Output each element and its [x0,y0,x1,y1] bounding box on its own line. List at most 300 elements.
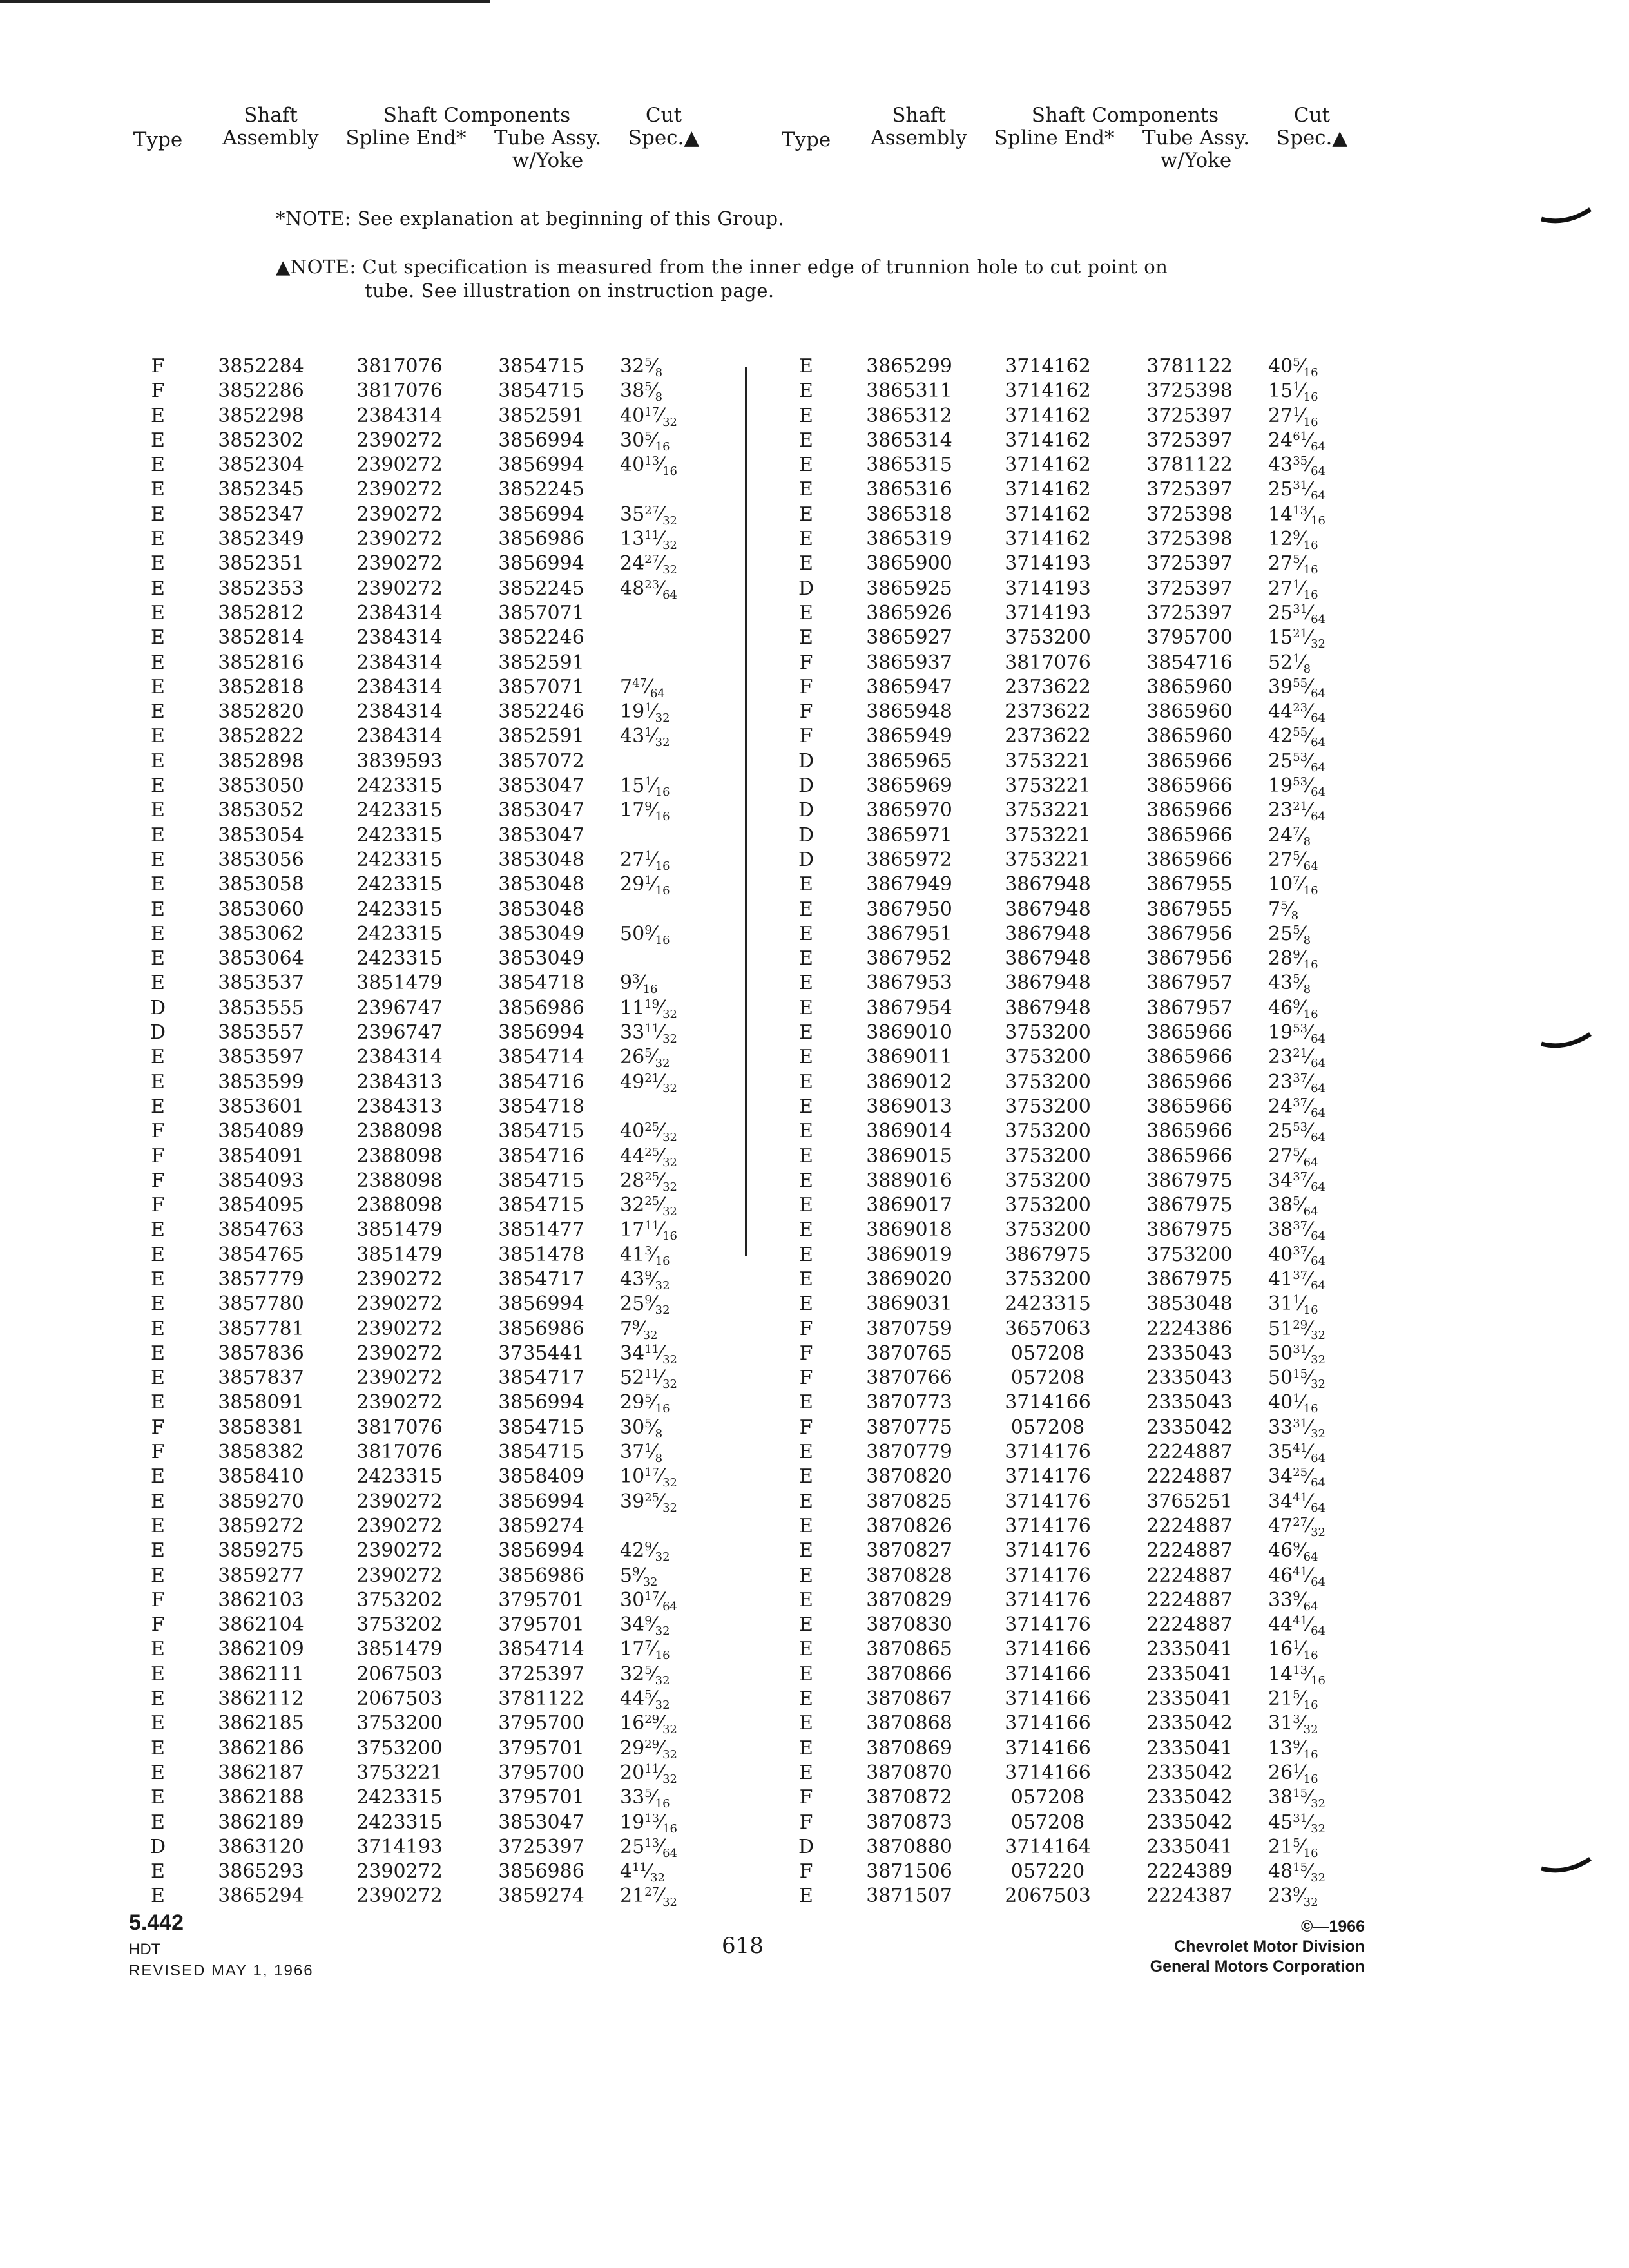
assembly-cell: 3852898 [218,749,304,773]
spline-end-cell: 2384314 [356,626,443,649]
col-header-type-right: Type [781,128,831,151]
spline-end-cell: 2067503 [1005,1885,1091,1908]
col-header-components: Shaft Components [383,104,571,127]
type-cell: E [151,1267,165,1291]
left-parts-table [122,354,717,1909]
table-row [122,1243,717,1267]
assembly-cell: 3867951 [866,922,952,945]
cut-spec-cell: $29^5⁄_{16}$ [620,1391,670,1416]
assembly-cell: 3852822 [218,725,304,748]
spline-end-cell: 2390272 [356,1885,443,1908]
top-rule [0,0,490,3]
cut-spec-cell: $46^{41}⁄_{64}$ [1268,1564,1326,1589]
tube-assy-cell: 3853047 [498,823,584,847]
spline-end-cell: 3753221 [1005,799,1091,822]
tube-assy-cell: 2335042 [1146,1811,1233,1834]
assembly-cell: 3862187 [218,1761,304,1784]
tube-assy-cell: 3854718 [498,1095,584,1118]
spline-end-cell: 2067503 [356,1662,443,1686]
table-row [771,1218,1365,1242]
tube-assy-cell: 3725397 [1146,577,1233,600]
tube-assy-cell: 3781122 [1146,454,1233,477]
assembly-cell: 3865293 [218,1860,304,1883]
tube-assy-cell: 3781122 [1146,355,1233,378]
cut-spec-cell: $27^1⁄_{16}$ [1268,404,1318,429]
table-row [771,1835,1365,1860]
type-cell: E [151,1465,165,1488]
assembly-cell: 3852818 [218,675,304,698]
type-cell: E [151,577,165,600]
table-row [771,1761,1365,1785]
cut-spec-cell: $24^{37}⁄_{64}$ [1268,1095,1326,1120]
series-label: HDT [129,1941,161,1958]
spline-end-cell: 3851479 [356,972,443,995]
type-cell: E [799,1070,813,1093]
type-cell: D [798,749,815,773]
cut-spec-cell: $49^{21}⁄_{32}$ [620,1070,678,1095]
tube-assy-cell: 3857071 [498,675,584,698]
table-row [122,1761,717,1785]
assembly-cell: 3870826 [866,1514,952,1537]
spline-end-cell: 3817076 [356,380,443,403]
assembly-cell: 3865314 [866,428,952,452]
type-cell: E [151,1736,165,1760]
table-row [771,1366,1365,1390]
type-cell: E [151,873,165,896]
cut-spec-cell: $25^{31}⁄_{64}$ [1268,601,1326,626]
cut-spec-cell: $15^1⁄_{16}$ [620,774,670,800]
cut-spec-cell: $40^{13}⁄_{16}$ [620,454,678,479]
cut-spec-cell: $34^{25}⁄_{64}$ [1268,1465,1326,1490]
spline-end-cell: 2390272 [356,1860,443,1883]
spline-end-cell: 3753200 [1005,1070,1091,1093]
cut-spec-cell: $27^1⁄_{16}$ [620,848,670,873]
spline-end-cell: 3753200 [1005,1194,1091,1217]
table-row [771,1169,1365,1193]
spline-end-cell: 2384314 [356,1046,443,1069]
assembly-cell: 3870865 [866,1638,952,1661]
type-cell: E [799,1046,813,1069]
tube-assy-cell: 3852246 [498,700,584,724]
tube-assy-cell: 2224887 [1146,1465,1233,1488]
cut-spec-cell: $41^3⁄_{16}$ [620,1243,670,1268]
table-row [122,1711,717,1736]
table-row [122,1687,717,1711]
type-cell: E [151,898,165,921]
tube-assy-cell: 2335042 [1146,1712,1233,1735]
type-cell: E [151,1885,165,1908]
type-cell: D [798,577,815,600]
assembly-cell: 3870867 [866,1687,952,1711]
cut-spec-cell: $20^{11}⁄_{32}$ [620,1761,678,1786]
assembly-cell: 3865319 [866,528,952,551]
type-cell: E [151,823,165,847]
tube-assy-cell: 3865966 [1146,749,1233,773]
spline-end-cell: 3714162 [1005,404,1091,427]
cut-spec-cell: $23^{21}⁄_{64}$ [1268,799,1326,824]
tube-assy-cell: 2335041 [1146,1835,1233,1858]
spline-end-cell: 3839593 [356,749,443,773]
cut-spec-cell: $31^3⁄_{32}$ [1268,1712,1318,1737]
table-row [122,626,717,650]
cut-spec-cell: $14^{13}⁄_{16}$ [1268,1662,1326,1687]
assembly-cell: 3865972 [866,848,952,871]
assembly-cell: 3859270 [218,1490,304,1513]
assembly-cell: 3852816 [218,651,304,674]
tube-assy-cell: 2224887 [1146,1514,1233,1537]
binder-mark-icon [1540,1031,1592,1057]
spline-end-cell: 2390272 [356,1367,443,1390]
assembly-cell: 3853064 [218,947,304,970]
col-header-tube: Tube Assy. w/Yoke [494,126,602,172]
cut-spec-cell: $34^{37}⁄_{64}$ [1268,1169,1326,1194]
type-cell: F [151,1613,165,1637]
table-row [771,675,1365,700]
type-cell: E [151,1539,165,1562]
cut-spec-cell: $30^5⁄_{16}$ [620,428,670,454]
table-row [771,1267,1365,1292]
tube-assy-cell: 2335041 [1146,1736,1233,1760]
assembly-cell: 3865900 [866,552,952,575]
type-cell: E [799,1267,813,1291]
spline-end-cell: 3753202 [356,1588,443,1611]
assembly-cell: 3859272 [218,1514,304,1537]
table-row [771,700,1365,724]
spline-end-cell: 2390272 [356,1539,443,1562]
assembly-cell: 3854095 [218,1194,304,1217]
table-row [771,1070,1365,1095]
table-row [771,1095,1365,1119]
tube-assy-cell: 3851478 [498,1243,584,1266]
tube-assy-cell: 3856994 [498,552,584,575]
table-row [771,1711,1365,1736]
assembly-cell: 3853050 [218,774,304,798]
table-row [122,898,717,922]
tube-assy-cell: 3867975 [1146,1169,1233,1192]
spline-end-cell: 2067503 [356,1687,443,1711]
table-row [122,601,717,626]
spline-end-cell: 3714176 [1005,1539,1091,1562]
type-cell: D [798,799,815,822]
tube-assy-cell: 3865966 [1146,1144,1233,1168]
assembly-cell: 3865937 [866,651,952,674]
tube-assy-cell: 3781122 [498,1687,584,1711]
assembly-cell: 3865315 [866,454,952,477]
assembly-cell: 3853062 [218,922,304,945]
cut-spec-cell: $35^{27}⁄_{32}$ [620,503,678,528]
table-row [771,971,1365,995]
table-row [771,1613,1365,1637]
type-cell: E [799,1120,813,1143]
spline-end-cell: 057208 [1010,1341,1085,1365]
assembly-cell: 3870870 [866,1761,952,1784]
spline-end-cell: 3714164 [1005,1835,1091,1858]
table-row [771,552,1365,576]
assembly-cell: 3870775 [866,1416,952,1439]
type-cell: D [149,1021,166,1044]
tube-assy-cell: 3725397 [498,1835,584,1858]
tube-assy-cell: 3725398 [1146,528,1233,551]
cut-spec-cell: $26^1⁄_{16}$ [1268,1761,1318,1786]
type-cell: E [799,1638,813,1661]
assembly-cell: 3865969 [866,774,952,798]
type-cell: F [799,1341,813,1365]
assembly-cell: 3865926 [866,601,952,624]
tube-assy-cell: 3725397 [1146,428,1233,452]
tube-assy-cell: 3867956 [1146,922,1233,945]
spline-end-cell: 3714162 [1005,380,1091,403]
table-row [122,1811,717,1835]
spline-end-cell: 057220 [1010,1860,1085,1883]
tube-assy-cell: 3856986 [498,996,584,1019]
type-cell: E [799,1490,813,1513]
type-cell: E [799,996,813,1019]
type-cell: E [799,1391,813,1414]
spline-end-cell: 3753200 [1005,1218,1091,1242]
cut-spec-cell: $15^{21}⁄_{32}$ [1268,626,1326,651]
spline-end-cell: 2423315 [356,823,443,847]
type-cell: E [799,528,813,551]
assembly-cell: 3867952 [866,947,952,970]
type-cell: E [799,1218,813,1242]
table-row [122,1613,717,1637]
col-header-spline-right: Spline End* [994,126,1115,149]
tube-assy-cell: 3867955 [1146,898,1233,921]
type-cell: E [799,1539,813,1562]
cut-spec-cell: $25^{53}⁄_{64}$ [1268,749,1326,774]
type-cell: E [799,1662,813,1686]
table-row [771,404,1365,428]
table-row [122,1390,717,1415]
tube-assy-cell: 2335041 [1146,1638,1233,1661]
tube-assy-cell: 3854717 [498,1267,584,1291]
spline-end-cell: 2388098 [356,1169,443,1192]
tube-assy-cell: 3854714 [498,1046,584,1069]
page-number: 618 [722,1933,764,1959]
assembly-cell: 3865925 [866,577,952,600]
table-row [771,1490,1365,1514]
type-cell: D [798,774,815,798]
type-cell: E [799,1144,813,1168]
cut-spec-cell: $19^1⁄_{32}$ [620,700,670,726]
type-cell: F [151,1441,165,1464]
type-cell: E [151,626,165,649]
tube-assy-cell: 3853049 [498,922,584,945]
right-parts-table [771,354,1365,1909]
type-cell: E [151,947,165,970]
table-row [771,527,1365,552]
table-row [122,700,717,724]
cut-spec-cell: $13^{11}⁄_{32}$ [620,528,678,553]
spline-end-cell: 2390272 [356,454,443,477]
spline-end-cell: 3753221 [1005,774,1091,798]
type-cell: E [799,552,813,575]
assembly-cell: 3871507 [866,1885,952,1908]
spline-end-cell: 2390272 [356,1564,443,1587]
type-cell: F [151,1144,165,1168]
table-row [122,872,717,897]
spline-end-cell: 2423315 [356,1786,443,1809]
type-cell: E [151,503,165,526]
cut-spec-cell: $46^9⁄_{64}$ [1268,1539,1318,1564]
spline-end-cell: 3714176 [1005,1588,1091,1611]
spline-end-cell: 2423315 [356,1465,443,1488]
spline-end-cell: 3867948 [1005,898,1091,921]
spline-end-cell: 3753221 [1005,749,1091,773]
type-cell: F [799,1860,813,1883]
table-row [122,379,717,403]
tube-assy-cell: 3852246 [498,626,584,649]
division-name: Chevrolet Motor Division [1174,1937,1365,1956]
spline-end-cell: 2390272 [356,1317,443,1340]
tube-assy-cell: 3853048 [1146,1293,1233,1316]
cut-spec-cell: $7^9⁄_{32}$ [620,1317,658,1342]
cut-spec-cell: $17^{11}⁄_{16}$ [620,1218,678,1244]
cut-spec-cell: $30^5⁄_8$ [620,1416,663,1441]
assembly-cell: 3889016 [866,1169,952,1192]
type-cell: F [151,355,165,378]
assembly-cell: 3852820 [218,700,304,724]
table-row [771,1045,1365,1070]
cut-spec-cell: $21^5⁄_{16}$ [1268,1835,1318,1860]
cut-spec-cell: $38^{37}⁄_{64}$ [1268,1218,1326,1244]
spline-end-cell: 3753200 [1005,1120,1091,1143]
cut-spec-cell: $34^{11}⁄_{32}$ [620,1341,678,1367]
assembly-cell: 3858091 [218,1391,304,1414]
tube-assy-cell: 3854715 [498,1441,584,1464]
tube-assy-cell: 3856986 [498,1564,584,1587]
spline-end-cell: 2390272 [356,428,443,452]
table-row [771,1588,1365,1613]
tube-assy-cell: 3795701 [498,1613,584,1637]
assembly-cell: 3870873 [866,1811,952,1834]
assembly-cell: 3853537 [218,972,304,995]
assembly-cell: 3854093 [218,1169,304,1192]
tube-assy-cell: 3865966 [1146,1095,1233,1118]
cut-spec-cell: $33^9⁄_{64}$ [1268,1588,1318,1613]
spline-end-cell: 057208 [1010,1367,1085,1390]
spline-end-cell: 3714176 [1005,1465,1091,1488]
cut-spec-cell: $24^7⁄_8$ [1268,823,1311,849]
type-cell: E [799,1465,813,1488]
spline-end-cell: 2388098 [356,1144,443,1168]
assembly-cell: 3857837 [218,1367,304,1390]
type-cell: E [799,428,813,452]
type-cell: E [151,1564,165,1587]
tube-assy-cell: 3856994 [498,1021,584,1044]
type-cell: F [799,700,813,724]
assembly-cell: 3853060 [218,898,304,921]
type-cell: D [798,1835,815,1858]
assembly-cell: 3865971 [866,823,952,847]
cut-spec-cell: $43^9⁄_{32}$ [620,1267,670,1293]
tube-assy-cell: 2224887 [1146,1613,1233,1637]
spline-end-cell: 2423315 [356,774,443,798]
type-cell: F [799,1367,813,1390]
tube-assy-cell: 3852245 [498,478,584,501]
type-cell: E [151,1317,165,1340]
assembly-cell: 3869015 [866,1144,952,1168]
spline-end-cell: 3753202 [356,1613,443,1637]
type-cell: E [799,1441,813,1464]
table-row [122,404,717,428]
spline-end-cell: 3753200 [1005,626,1091,649]
tube-assy-cell: 3853047 [498,799,584,822]
assembly-cell: 3853054 [218,823,304,847]
table-row [122,1070,717,1095]
table-row [771,1317,1365,1341]
assembly-cell: 3870773 [866,1391,952,1414]
table-row [122,947,717,971]
cut-spec-cell: $32^{25}⁄_{32}$ [620,1194,678,1219]
tube-assy-cell: 2224387 [1146,1885,1233,1908]
assembly-cell: 3865965 [866,749,952,773]
tube-assy-cell: 3725397 [1146,478,1233,501]
spline-end-cell: 3753200 [1005,1095,1091,1118]
cut-spec-cell: $21^{27}⁄_{32}$ [620,1885,678,1910]
table-row [771,749,1365,774]
cut-spec-cell: $47^{27}⁄_{32}$ [1268,1514,1326,1539]
spline-end-cell: 3851479 [356,1243,443,1266]
type-cell: E [799,1169,813,1192]
spline-end-cell: 057208 [1010,1416,1085,1439]
spline-end-cell: 2384313 [356,1095,443,1118]
type-cell: E [151,922,165,945]
tube-assy-cell: 3865966 [1146,1046,1233,1069]
spline-end-cell: 3714176 [1005,1514,1091,1537]
tube-assy-cell: 2335043 [1146,1341,1233,1365]
spline-end-cell: 2390272 [356,577,443,600]
table-row [122,1416,717,1440]
assembly-cell: 3865947 [866,675,952,698]
tube-assy-cell: 3859274 [498,1514,584,1537]
col-header-type: Type [133,128,183,151]
spline-end-cell: 2390272 [356,478,443,501]
table-row [771,1736,1365,1761]
assembly-cell: 3865311 [866,380,952,403]
spline-end-cell: 3714162 [1005,454,1091,477]
spline-end-cell: 2384314 [356,725,443,748]
table-row [771,428,1365,453]
cut-spec-cell: $25^{13}⁄_{64}$ [620,1835,678,1860]
col-header-spline: Spline End* [345,126,467,149]
assembly-cell: 3870828 [866,1564,952,1587]
cut-spec-cell: $52^1⁄_8$ [1268,651,1311,676]
table-row [771,651,1365,675]
assembly-cell: 3869012 [866,1070,952,1093]
type-cell: D [798,848,815,871]
cut-spec-cell: $38^5⁄_8$ [620,380,663,405]
assembly-cell: 3862186 [218,1736,304,1760]
type-cell: E [151,774,165,798]
cut-spec-cell: $23^9⁄_{32}$ [1268,1885,1318,1910]
corporation-name: General Motors Corporation [1150,1957,1365,1975]
column-divider [745,367,747,1256]
assembly-cell: 3853056 [218,848,304,871]
cut-spec-cell: $32^5⁄_8$ [620,355,663,380]
tube-assy-cell: 3853049 [498,947,584,970]
assembly-cell: 3862188 [218,1786,304,1809]
spline-end-cell: 2384314 [356,601,443,624]
cut-spec-cell: $19^{13}⁄_{16}$ [620,1811,678,1836]
cut-spec-cell: $31^1⁄_{16}$ [1268,1293,1318,1318]
cut-spec-cell: $40^{17}⁄_{32}$ [620,404,678,429]
table-row [122,527,717,552]
assembly-cell: 3867949 [866,873,952,896]
assembly-cell: 3870880 [866,1835,952,1858]
type-cell: E [799,1761,813,1784]
table-row [771,1687,1365,1711]
